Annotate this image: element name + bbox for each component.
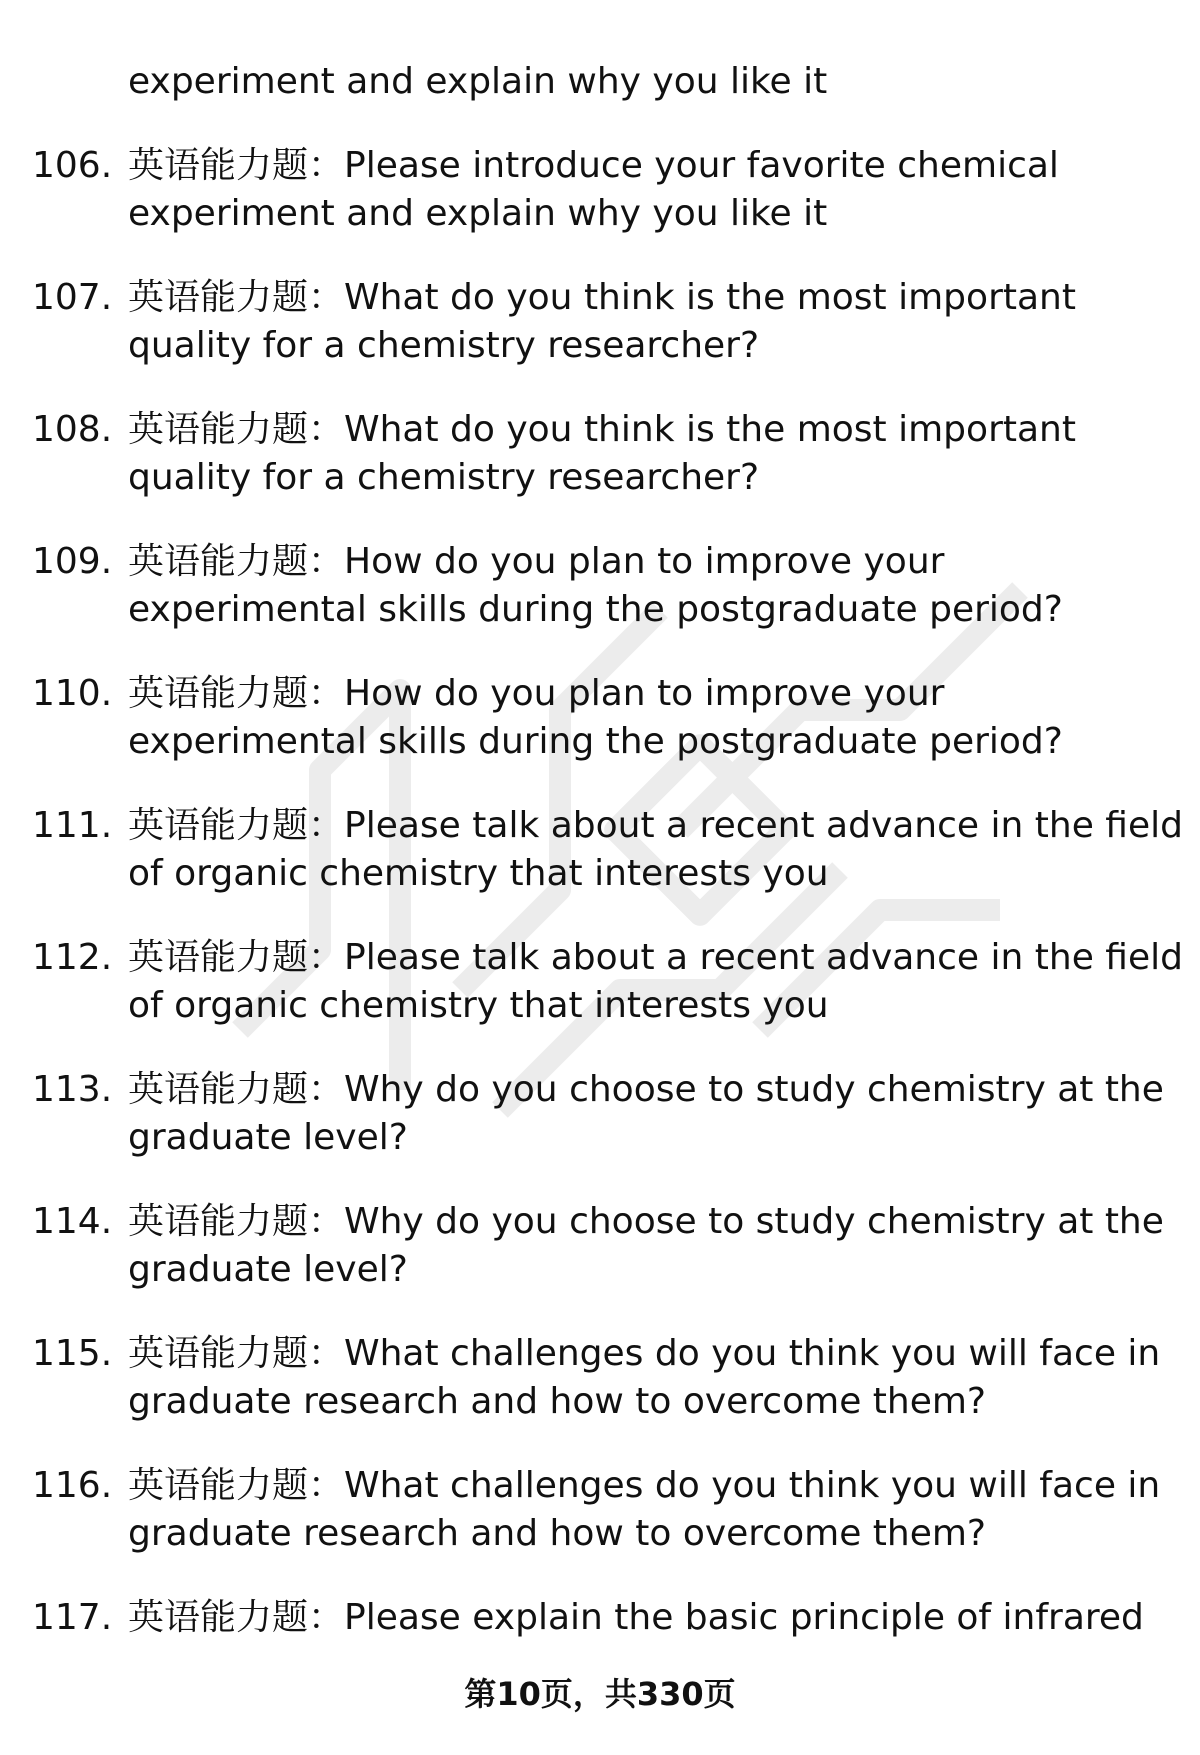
question-line-1: 英语能力题：How do you plan to improve your [128, 541, 945, 582]
question-line-2: quality for a chemistry researcher? [128, 457, 760, 498]
question-number: 109. [32, 541, 113, 582]
question-line-2: experiment and explain why you like it [128, 193, 828, 234]
question-number: 107. [32, 277, 113, 318]
question-text [128, 1462, 1161, 1558]
question-line-2: graduate research and how to overcome them? [128, 1513, 987, 1554]
question-number: 117. [32, 1597, 113, 1638]
question-text [128, 802, 1183, 898]
question-text [128, 1198, 1164, 1294]
question-line-1: 英语能力题：What do you think is the most important [128, 409, 1076, 450]
question-line-1: 英语能力题：Why do you choose to study chemistry at the [128, 1069, 1164, 1110]
question-line-2: experimental skills during the postgraduate period? [128, 589, 1063, 630]
question-line-1: 英语能力题：What challenges do you think you will face in [128, 1465, 1161, 1506]
question-text [128, 1330, 1161, 1426]
question-line-2: quality for a chemistry researcher? [128, 325, 760, 366]
question-number: 115. [32, 1333, 113, 1374]
page-number-footer: 第10页，共330页 [464, 1675, 736, 1713]
question-number: 106. [32, 145, 113, 186]
question-line-2: graduate level? [128, 1117, 408, 1158]
question-list [0, 142, 1200, 1726]
list-item [0, 934, 1200, 1030]
question-line-1: 英语能力题：Please introduce your favorite chemical [128, 145, 1059, 186]
question-line-1: 英语能力题：How do you plan to improve your [128, 673, 945, 714]
list-item [0, 274, 1200, 370]
question-number: 108. [32, 409, 113, 450]
question-line-2: graduate level? [128, 1249, 408, 1290]
list-item [0, 538, 1200, 634]
question-number: 112. [32, 937, 113, 978]
question-text [128, 538, 1138, 634]
question-text [128, 1594, 1144, 1642]
question-line-2: of organic chemistry that interests you [128, 985, 829, 1026]
question-text [128, 142, 1138, 238]
list-item [0, 142, 1200, 238]
question-number: 114. [32, 1201, 113, 1242]
question-line-2: of organic chemistry that interests you [128, 853, 829, 894]
list-item [0, 1198, 1200, 1294]
question-number: 116. [32, 1465, 113, 1506]
question-line-1: 英语能力题：Please explain the basic principle of infrared [128, 1597, 1144, 1638]
question-line-2: experimental skills during the postgraduate period? [128, 721, 1063, 762]
list-item [0, 802, 1200, 898]
question-text [128, 1066, 1164, 1162]
list-item [0, 406, 1200, 502]
question-number: 110. [32, 673, 113, 714]
list-item [0, 1066, 1200, 1162]
continuation-line: experiment and explain why you like it [128, 61, 828, 102]
question-number: 111. [32, 805, 113, 846]
question-text [128, 934, 1183, 1030]
question-text [128, 406, 1138, 502]
question-line-1: 英语能力题：Why do you choose to study chemistry at the [128, 1201, 1164, 1242]
list-item [0, 1330, 1200, 1426]
question-line-1: 英语能力题：Please talk about a recent advance in the field [128, 805, 1183, 846]
question-text [128, 274, 1138, 370]
question-line-2: graduate research and how to overcome them? [128, 1381, 987, 1422]
question-text [128, 670, 1138, 766]
list-item [0, 1462, 1200, 1558]
question-line-1: 英语能力题：What do you think is the most important [128, 277, 1076, 318]
list-item [0, 670, 1200, 766]
question-line-1: 英语能力题：What challenges do you think you will face in [128, 1333, 1161, 1374]
question-line-1: 英语能力题：Please talk about a recent advance in the field [128, 937, 1183, 978]
question-number: 113. [32, 1069, 113, 1110]
